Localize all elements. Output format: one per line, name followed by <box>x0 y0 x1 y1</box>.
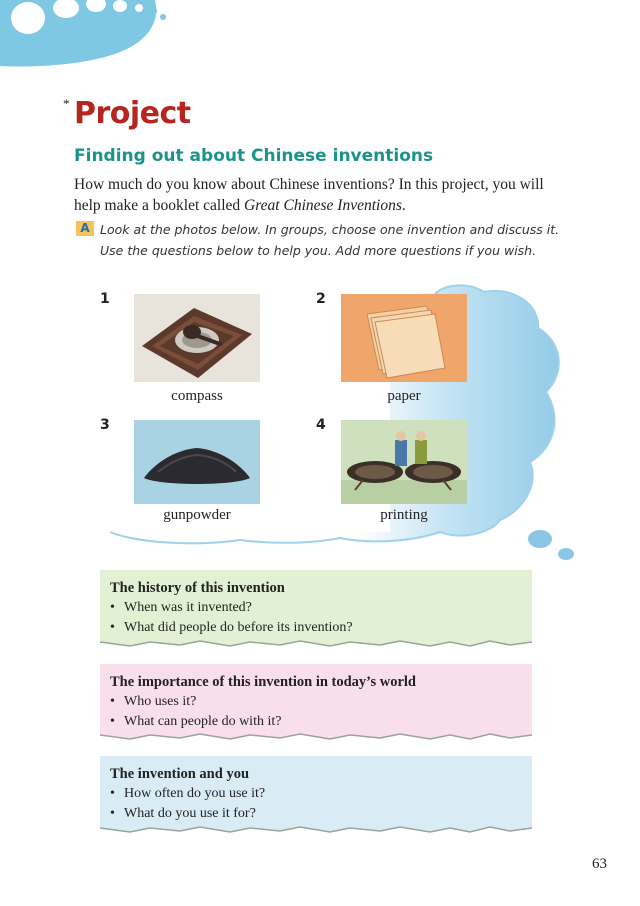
question-item: • What do you use it for? <box>110 804 520 824</box>
question-item: • What can people do with it? <box>110 712 520 732</box>
invention-label: printing <box>380 507 428 523</box>
invention-number: 4 <box>316 417 326 433</box>
section-subtitle: Finding out about Chinese inventions <box>74 146 434 166</box>
box-title: The history of this invention <box>110 580 285 596</box>
intro-line1: How much do you know about Chinese inventions? In this project, you will <box>74 176 544 193</box>
torn-edge <box>100 824 532 834</box>
question-item: • When was it invented? <box>110 598 520 618</box>
history-question-box <box>100 570 532 642</box>
task-a-badge: A <box>76 221 94 236</box>
invention-label: paper <box>387 388 421 404</box>
decorative-blob <box>0 0 180 70</box>
compass-photo <box>134 294 260 382</box>
box-title: The importance of this invention in today’s world <box>110 674 416 690</box>
task-a-instructions: Look at the photos below. In groups, choose one invention and discuss it. Use the questions below to help you. Add more questions if you wish. <box>100 222 560 258</box>
invention-number: 3 <box>100 417 110 433</box>
booklet-name: Great Chinese Inventions <box>244 197 402 214</box>
intro-paragraph <box>74 174 574 216</box>
page-number: 63 <box>592 856 607 872</box>
invention-label: compass <box>171 388 223 404</box>
page-title: Project <box>74 96 191 131</box>
importance-question-box <box>100 664 532 735</box>
printing-photo <box>341 420 467 504</box>
intro-line2-suffix: . <box>401 197 406 214</box>
invention-number: 1 <box>100 291 110 307</box>
torn-edge <box>100 731 532 741</box>
question-item: • What did people do before its invention? <box>110 618 520 638</box>
invention-and-you-box <box>100 756 532 828</box>
invention-label: gunpowder <box>163 507 231 523</box>
optional-marker: * <box>63 96 70 111</box>
question-item: • Who uses it? <box>110 692 520 712</box>
torn-edge <box>100 638 532 648</box>
question-item: • How often do you use it? <box>110 784 520 804</box>
gunpowder-photo <box>134 420 260 504</box>
paper-photo <box>341 294 467 382</box>
invention-number: 2 <box>316 291 326 307</box>
intro-line2-prefix: help make a booklet called <box>74 197 245 214</box>
box-title: The invention and you <box>110 766 250 782</box>
